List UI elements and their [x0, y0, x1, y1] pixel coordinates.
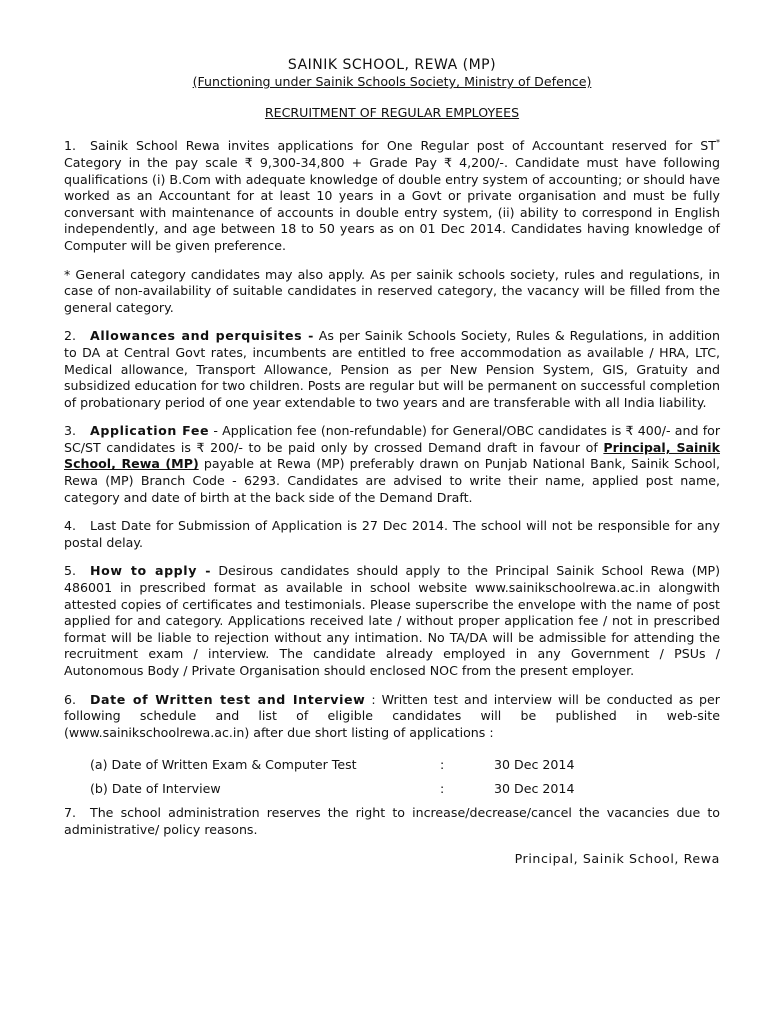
- paragraph-1-text-b: Category in the pay scale ₹ 9,300-34,800 + Grade Pay ₹ 4,200/-. Candidate must have following qualifications (i) B.Com with adequate knowledge of double entry system of accounting; or should have worked as an Accountant for at least 10 years in a Govt or private organisation and must be fully conversant with maintenance of accounts in double entry system, (ii) ability to correspond in English independently, and age between 18 to 50 years as on 01 Dec 2014. Candidates having knowledge of Computer will be given preference.: [64, 154, 720, 253]
- paragraph-1-text-a: Sainik School Rewa invites applications for One Regular post of Accountant reserved for ST: [90, 138, 716, 154]
- paragraph-3-text-a: - Application fee (non-refundable) for General/OBC candidates is ₹ 400/- and for SC/ST candidates is ₹ 200/- to be paid only by crossed Demand draft in favour of: [64, 423, 721, 455]
- paragraph-number: 2.: [64, 328, 77, 344]
- schedule-label: (b) Date of Interview: [90, 781, 221, 797]
- paragraph-2-text: As per Sainik Schools Society, Rules & Regulations, in addition to DA at Central Govt rates, incumbents are entitled to free accommodation as available / HRA, LTC, Medical allowance, Transport Allowance, Pension as per New Pension System, GIS, Gratuity and subsidized education for two children. Posts are regular but will be permanent on successful completion of probationary period of one year extendable to two years and are transferable with all India liability.: [64, 328, 720, 410]
- paragraph-number: 1.: [64, 138, 77, 154]
- schedule-label: (a) Date of Written Exam & Computer Test: [90, 757, 357, 773]
- paragraph-number: 5.: [64, 563, 77, 579]
- paragraph-2: [64, 328, 720, 411]
- schedule-row: [64, 753, 720, 777]
- paragraph-1: [64, 135, 720, 254]
- paragraph-3-text-b: payable at Rewa (MP) preferably drawn on Punjab National Bank, Sainik School, Rewa (MP) Branch Code - 6293. Candidates are advised to write their name, applied post name, category and date of birth at the back side of the Demand Draft.: [64, 456, 720, 505]
- reserved-asterisk: *: [716, 138, 720, 148]
- schedule-colon: :: [440, 781, 445, 797]
- paragraph-7-text: The school administration reserves the right to increase/decrease/cancel the vacancies due to administrative/ policy reasons.: [64, 805, 720, 837]
- paragraph-6-text: : Written test and interview will be conducted as per following schedule and list of eligible candidates will be published in web-site (www.sainikschoolrewa.ac.in) after due short listing of applications :: [64, 691, 720, 740]
- application-fee-heading: Application Fee: [90, 423, 210, 439]
- schedule-date: 30 Dec 2014: [494, 757, 575, 773]
- recruitment-heading: RECRUITMENT OF REGULAR EMPLOYEES: [264, 104, 520, 120]
- paragraph-6: [64, 692, 720, 742]
- school-title: SAINIK SCHOOL, REWA (MP): [287, 57, 497, 73]
- schedule-date: 30 Dec 2014: [494, 781, 575, 797]
- paragraph-7: [64, 805, 720, 838]
- allowances-heading: Allowances and perquisites -: [90, 328, 314, 344]
- paragraph-4: [64, 518, 720, 551]
- schedule-table: [64, 753, 720, 801]
- how-to-apply-heading: How to apply -: [90, 563, 212, 579]
- schedule-row: [64, 777, 720, 801]
- general-category-note: * General category candidates may also apply. As per sainik schools society, rules and regulations, in case of non-availability of suitable candidates in reserved category, the vacancy will be filled from the general category.: [64, 266, 720, 315]
- document-body: [64, 56, 720, 880]
- paragraph-number: 3.: [64, 423, 77, 439]
- school-subtitle: (Functioning under Sainik Schools Society, Ministry of Defence): [192, 74, 592, 89]
- paragraph-4-text: Last Date for Submission of Application is 27 Dec 2014. The school will not be responsible for any postal delay.: [64, 518, 720, 550]
- draft-payee: Principal, Sainik School, Rewa (MP): [64, 439, 720, 472]
- paragraph-number: 4.: [64, 518, 77, 534]
- written-test-heading: Date of Written test and Interview: [90, 691, 366, 707]
- schedule-colon: :: [440, 757, 445, 773]
- paragraph-number: 7.: [64, 805, 77, 821]
- paragraph-3: [64, 423, 720, 506]
- paragraph-number: 6.: [64, 691, 77, 707]
- signature: Principal, Sainik School, Rewa: [514, 850, 720, 866]
- paragraph-5-text: Desirous candidates should apply to the Principal Sainik School Rewa (MP) 486001 in prescribed format as available in school website www.sainikschoolrewa.ac.in alongwith attested copies of certificates and testimonials. Please superscribe the envelope with the name of post applied for and category. Applications received late / without proper application fee / not in prescribed format will be liable to rejection without any intimation. No TA/DA will be admissible for attending the recruitment exam / interview. The candidate already employed in any Government / PSUs / Autonomous Body / Private Organisation should enclosed NOC from the present employer.: [64, 563, 720, 678]
- paragraph-5: [64, 563, 720, 679]
